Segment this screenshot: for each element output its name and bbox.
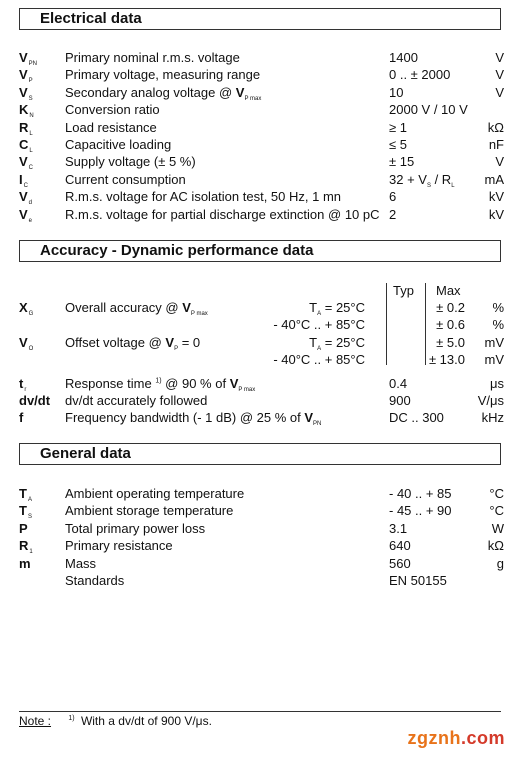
electrical-row-unit: V [495, 50, 504, 65]
vo-unit-range: mV [484, 352, 504, 367]
dvdt-description: dv/dt accurately followed [65, 393, 208, 408]
electrical-row-description: Supply voltage (± 5 %) [65, 154, 196, 169]
electrical-row-description: Load resistance [65, 120, 157, 135]
typ-column-header: Typ [393, 283, 414, 298]
electrical-row-symbol: $V_{PN}$ [19, 50, 38, 67]
watermark-logo: zgznh.com [407, 728, 505, 748]
f-unit: kHz [481, 410, 504, 425]
general-row-unit: kΩ [487, 538, 504, 553]
electrical-row-symbol: $C_L$ [19, 137, 33, 154]
vo-max-range: ± 13.0 [428, 352, 465, 367]
electrical-row-unit: V [495, 154, 504, 169]
xg-max-range: ± 0.6 [436, 317, 465, 332]
general-row-unit: °C [489, 503, 504, 518]
electrical-row-value: 6 [389, 189, 397, 204]
xg-symbol: $X_G$ [19, 300, 34, 317]
electrical-row-symbol: $V_d$ [19, 189, 33, 206]
typ-max-column-rule [425, 283, 426, 365]
general-row-unit: g [496, 556, 504, 571]
general-row-description: Mass [65, 556, 97, 571]
electrical-row-symbol: $R_L$ [19, 120, 33, 137]
electrical-row-value: 1400 [389, 50, 418, 65]
note-rule [19, 711, 501, 712]
electrical-row-description: R.m.s. voltage for partial discharge extinction @ 10 pC [65, 207, 380, 222]
electrical-row-description: Current consumption [65, 172, 186, 187]
general-row-description: Total primary power loss [65, 521, 206, 536]
dvdt-unit: V/μs [477, 393, 504, 408]
electrical-row-value: 2 [389, 207, 397, 222]
electrical-row-symbol: $V_C$ [19, 154, 34, 171]
f-value: DC .. 300 [389, 410, 444, 425]
xg-description: Overall accuracy @ $V_{P max}$ [65, 300, 208, 317]
electrical-row-value: ≥ 1 [389, 120, 407, 135]
electrical-row-unit: kV [488, 207, 504, 222]
electrical-row-unit: mA [484, 172, 504, 187]
accuracy-header [19, 240, 501, 262]
dvdt-value: 900 [389, 393, 411, 408]
xg-max-25c: ± 0.2 [436, 300, 465, 315]
electrical-row-description: R.m.s. voltage for AC isolation test, 50 Hz, 1 mn [65, 189, 342, 204]
general-row-value: 3.1 [389, 521, 408, 536]
vo-description: Offset voltage @ $V_P = 0$ [65, 335, 201, 352]
general-row-value: EN 50155 [389, 573, 447, 588]
general-row-value: - 45 .. + 90 [389, 503, 452, 518]
xg-condition-25c: $T_A = 25^\circ C$ [309, 300, 365, 317]
general-data-title: General data [40, 445, 131, 462]
tr-description: Response time $^{1)}$ @ 90 % of $V_{P max}$ [65, 376, 256, 393]
footnote [19, 714, 212, 728]
note-text: With a dv/dt of 900 V/μs. [80, 714, 212, 728]
typ-column-left-rule [386, 283, 387, 365]
electrical-row-unit: kΩ [487, 120, 504, 135]
general-row-value: 560 [389, 556, 411, 571]
general-row-value: 640 [389, 538, 411, 553]
general-row-description: Ambient storage temperature [65, 503, 234, 518]
vo-condition-range: - 40°C .. + 85°C [273, 352, 365, 367]
general-row-unit: W [491, 521, 504, 536]
max-column-header: Max [436, 283, 461, 298]
electrical-row-value: 10 [389, 85, 404, 100]
electrical-row-unit: V [495, 85, 504, 100]
electrical-row-value: $32 + V_S / R_L$ [389, 172, 455, 189]
electrical-row-value: ± 15 [389, 154, 415, 169]
general-row-symbol: m [19, 556, 31, 571]
general-data-header [19, 443, 501, 465]
electrical-row-symbol: $V_S$ [19, 85, 33, 102]
tr-symbol: $t_r$ [19, 376, 27, 393]
electrical-row-description: Secondary analog voltage @ $V_{P max}$ [65, 85, 262, 102]
general-row-symbol: $T_A$ [19, 486, 32, 503]
vo-max-25c: ± 5.0 [436, 335, 465, 350]
general-row-description: Primary resistance [65, 538, 173, 553]
xg-unit-25c: % [492, 300, 504, 315]
electrical-row-symbol: $I_C$ [19, 172, 28, 189]
f-symbol: f [19, 410, 24, 425]
general-row-symbol: P [19, 521, 28, 536]
electrical-row-value: 0 .. ± 2000 [389, 67, 451, 82]
general-row-symbol: $T_S$ [19, 503, 32, 520]
f-description: Frequency bandwidth (- 1 dB) @ 25 % of $V_{PN}$ [65, 410, 322, 427]
general-row-description: Ambient operating temperature [65, 486, 245, 501]
electrical-row-unit: nF [488, 137, 504, 152]
electrical-data-header [19, 8, 501, 30]
dvdt-symbol: dv/dt [19, 393, 51, 408]
electrical-row-unit: kV [488, 189, 504, 204]
accuracy-title: Accuracy - Dynamic performance data [40, 242, 314, 259]
general-row-unit: °C [489, 486, 504, 501]
xg-condition-range: - 40°C .. + 85°C [273, 317, 365, 332]
electrical-row-unit: V [495, 67, 504, 82]
electrical-row-description: Primary voltage, measuring range [65, 67, 261, 82]
tr-unit: μs [490, 376, 504, 391]
electrical-row-description: Primary nominal r.m.s. voltage [65, 50, 240, 65]
note-label: Note : [19, 714, 52, 728]
electrical-row-symbol: $V_e$ [19, 207, 33, 224]
electrical-row-value: ≤ 5 [389, 137, 407, 152]
electrical-row-description: Capacitive loading [65, 137, 172, 152]
vo-condition-25c: $T_A = 25^\circ C$ [309, 335, 365, 352]
general-row-description: Standards [65, 573, 125, 588]
xg-unit-range: % [492, 317, 504, 332]
electrical-row-symbol: $K_N$ [19, 102, 34, 119]
electrical-row-symbol: $V_P$ [19, 67, 33, 84]
general-row-symbol: $R_1$ [19, 538, 33, 555]
note-marker: 1) [68, 715, 75, 722]
vo-unit-25c: mV [484, 335, 504, 350]
electrical-row-value: 2000 V / 10 V [389, 102, 468, 117]
vo-symbol: $V_O$ [19, 335, 34, 352]
general-row-value: - 40 .. + 85 [389, 486, 452, 501]
electrical-row-description: Conversion ratio [65, 102, 160, 117]
tr-value: 0.4 [389, 376, 408, 391]
electrical-data-title: Electrical data [40, 10, 142, 27]
